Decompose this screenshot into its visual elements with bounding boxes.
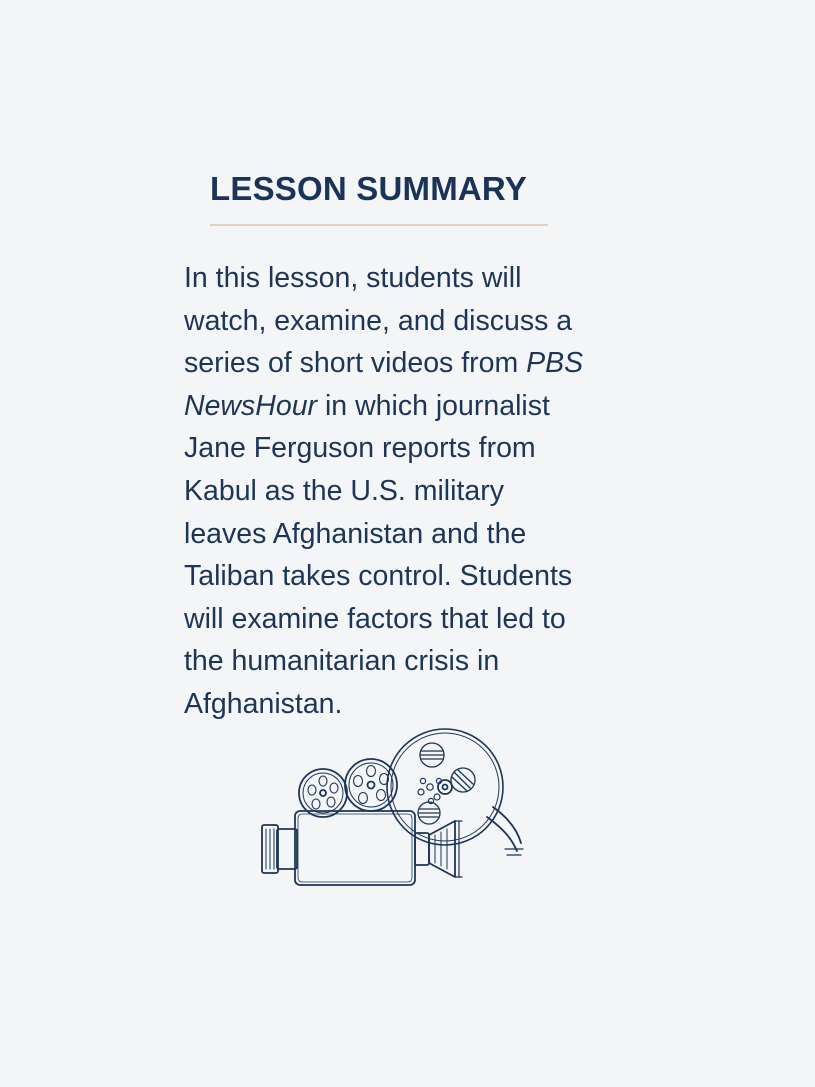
summary-line: the humanitarian crisis in [184, 645, 500, 678]
summary-line: NewsHour in which journalist [184, 389, 550, 422]
summary-line: Kabul as the U.S. military [184, 474, 504, 507]
summary-line: series of short videos from PBS [184, 347, 584, 380]
summary-line: Afghanistan. [184, 687, 343, 720]
summary-line: Jane Ferguson reports from [184, 432, 536, 465]
lesson-summary-text [184, 257, 624, 726]
film-camera-icon [255, 725, 535, 895]
summary-line: watch, examine, and discuss a [184, 304, 573, 337]
summary-line: In this lesson, students will [184, 262, 522, 294]
summary-line: leaves Afghanistan and the [184, 517, 527, 550]
summary-line: will examine factors that led to [184, 602, 566, 635]
summary-line: Taliban takes control. Students [184, 560, 573, 593]
lesson-summary-heading: LESSON SUMMARY [210, 170, 527, 207]
heading-divider [210, 224, 548, 226]
